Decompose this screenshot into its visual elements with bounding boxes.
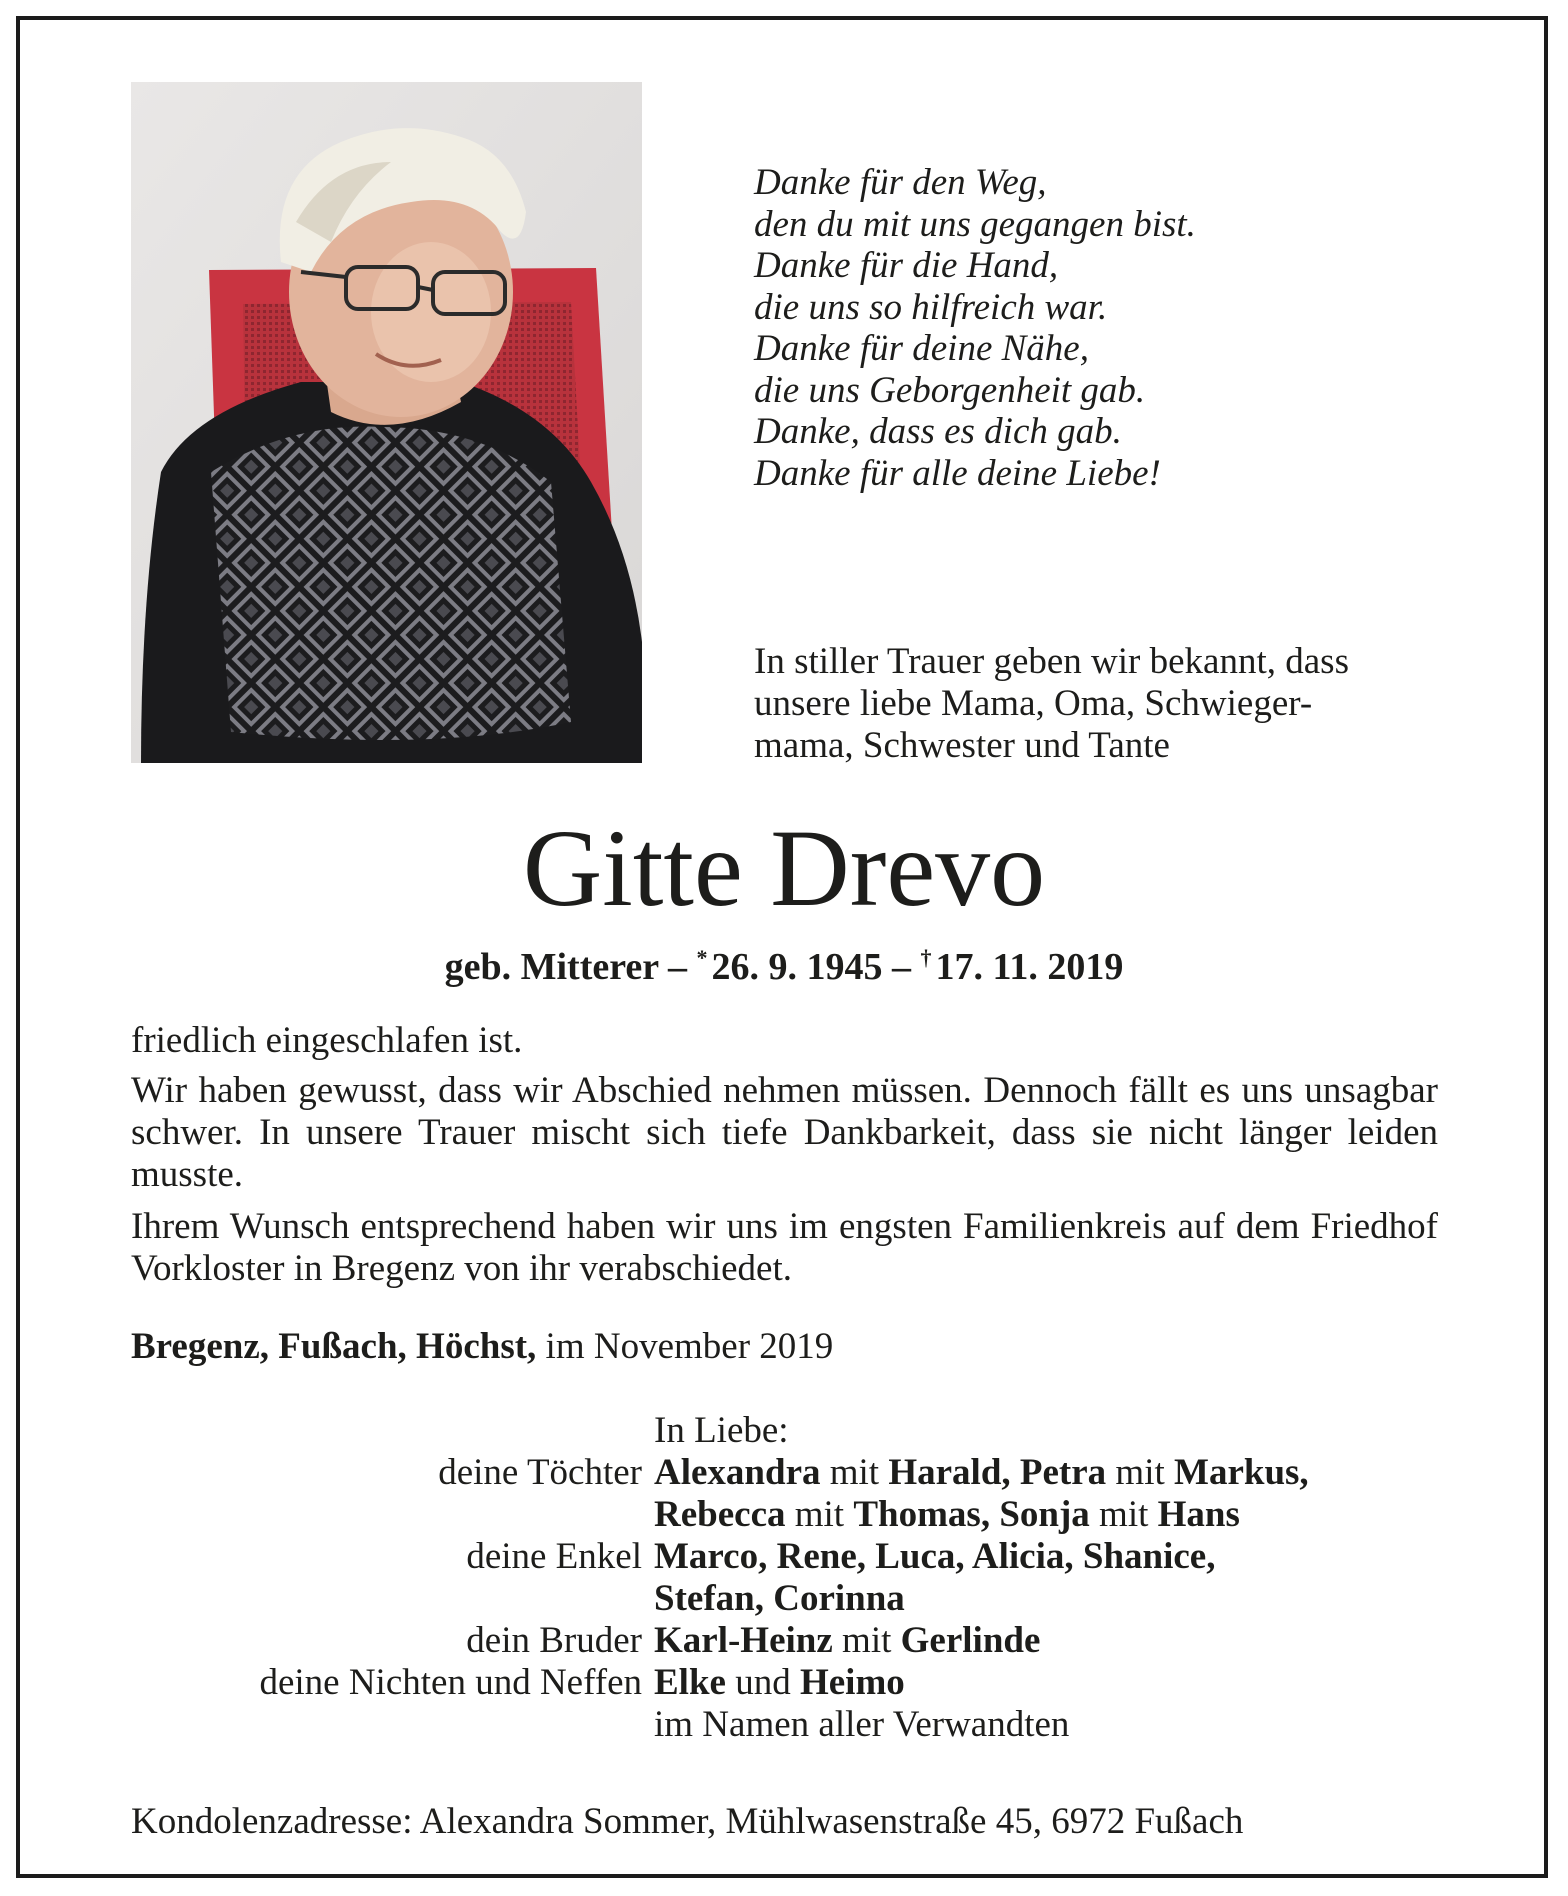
connector: mit xyxy=(832,1620,901,1661)
relative-name: Harald, Petra xyxy=(888,1452,1107,1493)
relation-label: deine Enkel xyxy=(466,1536,642,1577)
family-heading: In Liebe: xyxy=(654,1410,789,1451)
connector: mit xyxy=(820,1452,889,1493)
poem-line: Danke für alle deine Liebe! xyxy=(754,452,1161,494)
relative-names xyxy=(654,1578,1451,1620)
connector: und xyxy=(725,1662,800,1703)
connector: mit xyxy=(785,1494,854,1535)
separator: – xyxy=(891,946,911,988)
relative-name: Stefan, Corinna xyxy=(654,1578,905,1619)
family-row xyxy=(131,1536,1451,1578)
life-dates xyxy=(0,935,1568,990)
family-row xyxy=(131,1620,1451,1662)
announcement-intro xyxy=(754,641,1438,767)
poem-line: Danke für die Hand, xyxy=(754,245,1059,286)
poem xyxy=(754,162,1196,494)
family-row xyxy=(131,1494,1451,1536)
poem-line: Danke für den Weg, xyxy=(754,162,1047,203)
poem-line: Danke für deine Nähe, xyxy=(754,328,1089,369)
connector: im Namen aller Verwandten xyxy=(654,1704,1070,1745)
relative-name: Marco, Rene, Luca, Alicia, Shanice, xyxy=(654,1536,1216,1577)
birth-date: 26. 9. 1945 xyxy=(711,946,883,988)
relative-name: Karl-Heinz xyxy=(654,1620,833,1661)
relation-label: deine Nichten und Neffen xyxy=(259,1662,642,1703)
deceased-name: Gitte Drevo xyxy=(522,807,1046,929)
connector: mit xyxy=(1089,1494,1158,1535)
family-row xyxy=(131,1662,1451,1704)
separator: – xyxy=(667,946,687,988)
intro-line: unsere liebe Mama, Oma, Schwieger- xyxy=(754,683,1313,724)
paragraph-funeral: Ihrem Wunsch entsprechend haben wir uns im engsten Familienkreis auf dem Friedhof Vorkloster in Bregenz von ihr verabschiedet. xyxy=(131,1206,1438,1289)
family-row xyxy=(131,1704,1451,1746)
connector: mit xyxy=(1106,1452,1175,1493)
notice-date: im November 2019 xyxy=(545,1326,834,1367)
relation-label: deine Töchter xyxy=(438,1452,642,1493)
poem-line: die uns so hilfreich war. xyxy=(754,286,1108,328)
family-heading-row xyxy=(131,1410,1451,1452)
relation-label: dein Bruder xyxy=(466,1620,642,1661)
relative-names xyxy=(654,1452,1451,1494)
poem-line: den du mit uns gegangen bist. xyxy=(754,203,1196,245)
relative-name: Rebecca xyxy=(654,1494,786,1535)
relation-label xyxy=(131,1578,654,1620)
intro-line: mama, Schwester und Tante xyxy=(754,725,1170,766)
family-row xyxy=(131,1452,1451,1494)
poem-line: die uns Geborgenheit gab. xyxy=(754,369,1146,411)
condolence-address: Kondolenzadresse: Alexandra Sommer, Mühlwasenstraße 45, 6972 Fußach xyxy=(131,1801,1244,1842)
poem-line: Danke, dass es dich gab. xyxy=(754,411,1122,452)
relation-label xyxy=(131,1704,654,1746)
relative-name: Elke xyxy=(654,1662,726,1703)
relative-names xyxy=(654,1704,1451,1746)
paragraph-passed: friedlich eingeschlafen ist. xyxy=(131,1020,523,1061)
relation-label xyxy=(131,1494,654,1536)
relative-name: Thomas, Sonja xyxy=(853,1494,1090,1535)
places: Bregenz, Fußach, Höchst, xyxy=(131,1326,537,1367)
paragraph-farewell: Wir haben gewusst, dass wir Abschied nehmen müssen. Dennoch fällt es uns unsagbar schwer. In unsere Trauer mischt sich tiefe Dankbarkeit, dass sie nicht länger leiden musste. xyxy=(131,1070,1438,1195)
relative-names xyxy=(654,1536,1451,1578)
maiden-name: geb. Mitterer xyxy=(444,946,659,988)
portrait-photo xyxy=(131,82,642,763)
intro-line: In stiller Trauer geben wir bekannt, dass xyxy=(754,641,1349,682)
relative-names xyxy=(654,1662,1451,1704)
family-list xyxy=(131,1410,1451,1746)
family-row xyxy=(131,1578,1451,1620)
relative-name: Gerlinde xyxy=(900,1620,1041,1661)
death-date: 17. 11. 2019 xyxy=(935,946,1124,988)
death-symbol: † xyxy=(920,945,932,970)
family-rows xyxy=(131,1452,1451,1746)
place-and-date xyxy=(131,1326,1438,1368)
relative-names xyxy=(654,1494,1451,1536)
relative-name: Heimo xyxy=(799,1662,905,1703)
relative-name: Markus, xyxy=(1174,1452,1309,1493)
relative-names xyxy=(654,1620,1451,1662)
relative-name: Alexandra xyxy=(654,1452,821,1493)
relative-name: Hans xyxy=(1157,1494,1240,1535)
birth-symbol: * xyxy=(696,945,708,970)
